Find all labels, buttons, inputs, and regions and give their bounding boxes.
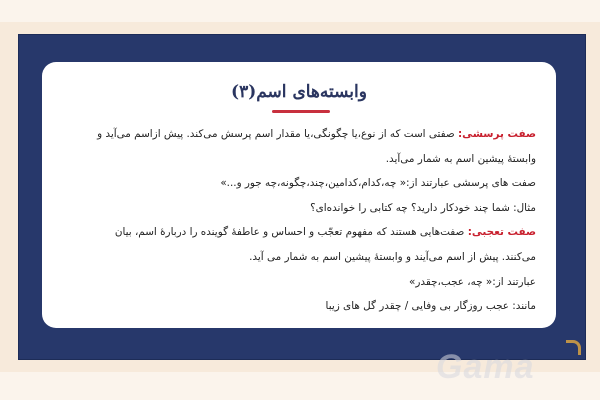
line-text: صفت‌هایی هستند که مفهوم تعجّب و احساس و عاطفهٔ گوینده را دربارهٔ اسم، بیان xyxy=(114,226,468,239)
line-text: وابستهٔ پیشین اسم به شمار می‌آید. xyxy=(385,152,536,165)
term-label: صفت پرسشی: xyxy=(458,128,536,140)
content-line-5 xyxy=(58,220,536,245)
content-line-2 xyxy=(58,147,536,172)
line-text: مانند: عجب روزگار بی وفایی / چقدر گل های زیبا xyxy=(325,300,536,313)
content-line-4 xyxy=(58,196,536,221)
line-text: صفتی است که از نوع،یا چگونگی،یا مقدار اسم پرسش می‌کند. پیش ازاسم می‌آید و xyxy=(97,128,459,140)
content-line-6 xyxy=(58,245,536,270)
watermark-accent-icon xyxy=(566,340,581,355)
slide-card xyxy=(42,62,556,328)
content-line-7 xyxy=(58,270,536,295)
content-line-1 xyxy=(58,122,536,147)
top-strip xyxy=(0,0,600,22)
gama-watermark: Gama xyxy=(436,348,535,386)
slide-content xyxy=(58,122,536,319)
content-line-3 xyxy=(58,171,536,196)
line-text: عبارتند از:« چه، عجب،چقدر» xyxy=(409,275,536,288)
slide-title: وابسته‌های اسم(۳) xyxy=(231,82,367,102)
title-underline xyxy=(272,110,330,113)
term-label: صفت تعجبی: xyxy=(467,226,536,239)
line-text: می‌کنند. پیش از اسم می‌آیند و وابستهٔ پیشین اسم به شمار می آید. xyxy=(249,250,536,263)
line-text: مثال: شما چند خودکار دارید؟ چه کتابی را خوانده‌ای؟ xyxy=(310,201,536,214)
content-line-8 xyxy=(58,294,536,319)
line-text: صفت های پرسشی عبارتند از:« چه،کدام،کدامین،چند،چگونه،چه جور و...» xyxy=(220,177,536,190)
